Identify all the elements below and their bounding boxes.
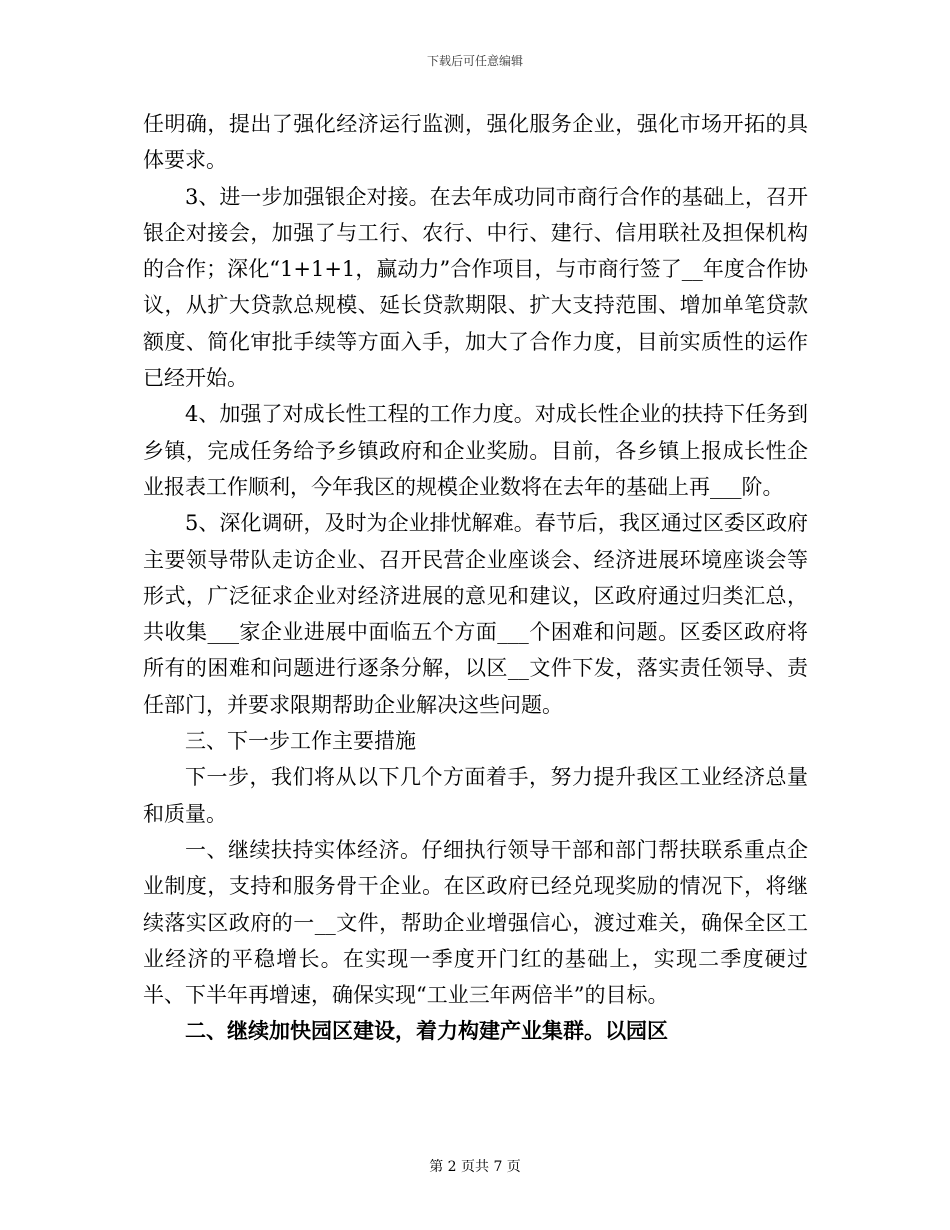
section-heading-3: 三、下一步工作主要措施 (185, 729, 416, 754)
page-footer: 第 2 页共 7 页 (429, 1159, 521, 1175)
paragraph-intro: 下一步，我们将从以下几个方面着手，努力提升我区工业经济总量和质量。 (143, 765, 808, 826)
paragraph-item-3: 3、进一步加强银企对接。在去年成功同市商行合作的基础上，召开银企对接会，加强了与工行、农行、中行、建行、信用联社及担保机构的合作；深化“1+1+1，赢动力”合作项目，与市商行签了__年度合作协议，从扩大贷款总规模、延长贷款期限、扩大支持范围、增加单笔贷款额度、简化审批手续等方面入手，加大了合作力度，目前实质性的运作已经开始。 (143, 184, 808, 391)
paragraph-continuation: 任明确，提出了强化经济运行监测，强化服务企业，强化市场开拓的具体要求。 (143, 112, 808, 173)
paragraph-measure-2-heading: 二、继续加快园区建设，着力构建产业集群。以园区 (185, 1018, 668, 1044)
paragraph-measure-1: 一、继续扶持实体经济。仔细执行领导干部和部门帮扶联系重点企业制度，支持和服务骨干企业。在区政府已经兑现奖励的情况下，将继续落实区政府的一__文件，帮助企业增强信心，渡过难关，确保全区工业经济的平稳增长。在实现一季度开门红的基础上，实现二季度硬过半、下半年再增速，确保实现“工业三年两倍半”的目标。 (143, 837, 808, 1008)
page-header: 下载后可任意编辑 (426, 54, 523, 68)
document-body (143, 106, 808, 1050)
paragraph-item-5: 5、深化调研，及时为企业排忧解难。春节后，我区通过区委区政府主要领导带队走访企业、召开民营企业座谈会、经济进展环境座谈会等形式，广泛征求企业对经济进展的意见和建议，区政府通过归类汇总，共收集___家企业进展中面临五个方面___个困难和问题。区委区政府将所有的困难和问题进行逐条分解，以区__文件下发，落实责任领导、责任部门，并要求限期帮助企业解决这些问题。 (143, 511, 808, 717)
paragraph-item-4: 4、加强了对成长性工程的工作力度。对成长性企业的扶持下任务到乡镇，完成任务给予乡镇政府和企业奖励。目前，各乡镇上报成长性企业报表工作顺利，今年我区的规模企业数将在去年的基础上再___阶。 (143, 402, 808, 499)
